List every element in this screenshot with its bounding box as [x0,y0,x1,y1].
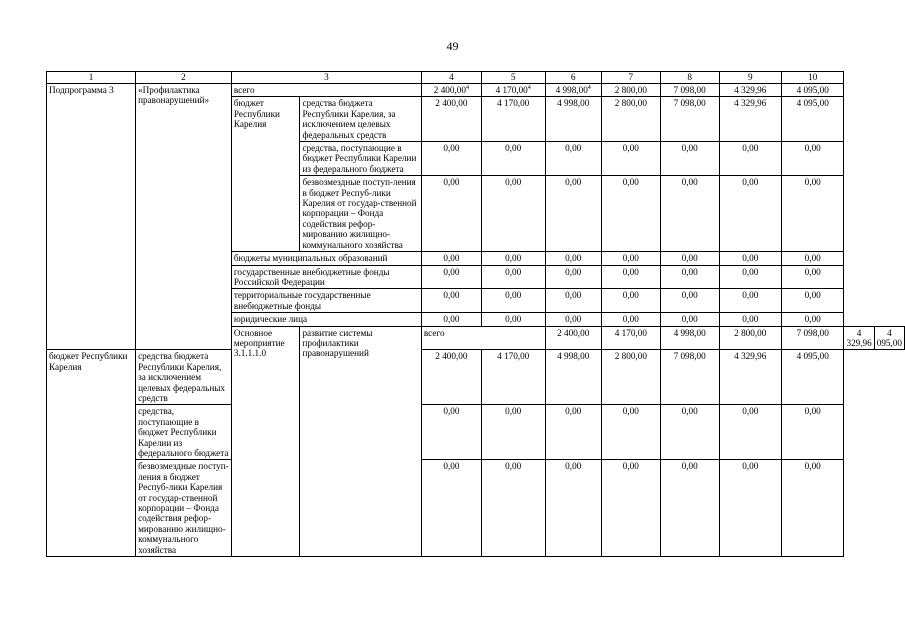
value-text: 7 098,00 [673,351,706,362]
value-text: 0,00 [443,314,460,325]
value-text: 4 170,00 [614,327,647,338]
value-cell [421,460,481,557]
value-cell [660,350,719,405]
value-cell [601,313,660,326]
footnote-mark: 4 [587,84,591,91]
value-cell [601,460,660,557]
budget-group-cell: бюджет Республики Карелия [231,97,300,252]
other-label-cell: государственные внебюджетные фонды Российской Федерации [231,265,421,289]
value-cell [660,142,719,176]
header-cell: 3 [231,72,421,84]
value-text: 2 400,00 [435,351,468,362]
value-text: 0,00 [681,406,698,417]
value-text: 2 800,00 [614,85,647,95]
value-cell [421,350,481,405]
value-text: 0,00 [742,143,759,154]
value-text: 2 400,00 [557,327,590,338]
program-name-cell: Основное мероприятие 3.1.1.1.0 [231,326,300,557]
value-cell [421,84,481,97]
value-cell [421,252,481,265]
value-cell [481,176,545,252]
value-cell [481,265,545,289]
value-text: 0,00 [622,177,639,188]
value-cell [421,313,481,326]
value-text: 0,00 [443,177,460,188]
value-cell [660,176,719,252]
value-text: 0,00 [505,461,522,472]
value-cell [781,97,844,142]
value-text: 2 800,00 [614,98,647,109]
value-cell [719,265,781,289]
value-text: 0,00 [622,290,639,301]
value-cell [719,326,781,350]
value-text: 4 329,96 [846,327,872,348]
value-cell [781,289,844,313]
value-text: 0,00 [622,314,639,325]
total-label-cell: всего [421,326,545,350]
value-cell [545,142,601,176]
value-text: 0,00 [443,253,460,264]
value-text: 0,00 [804,143,821,154]
value-cell [719,350,781,405]
value-cell [781,84,844,97]
value-cell [601,326,660,350]
value-text: 0,00 [565,314,582,325]
value-cell [660,326,719,350]
total-label-cell: всего [231,84,421,97]
footnote-mark: 4 [527,84,531,91]
value-cell [545,252,601,265]
value-text: 4 095,00 [796,85,829,95]
value-text: 4 329,96 [734,85,767,95]
value-text: 0,00 [804,266,821,277]
value-cell [660,405,719,460]
value-text: 4 095,00 [796,351,829,362]
budget-group-cell: бюджет Республики Карелия [47,350,136,557]
value-text: 0,00 [804,253,821,264]
value-cell [545,460,601,557]
value-text: 0,00 [443,406,460,417]
header-cell: 9 [719,72,781,84]
value-text: 0,00 [622,143,639,154]
value-text: 4 998,00 [555,85,588,95]
value-cell [545,289,601,313]
value-text: 4 170,00 [497,98,530,109]
value-text: 0,00 [681,290,698,301]
value-text: 0,00 [622,461,639,472]
value-cell [781,350,844,405]
source-label-cell: средства бюджета Республики Карелия, за исключением целевых федеральных средств [136,350,232,405]
value-text: 0,00 [681,143,698,154]
value-text: 0,00 [804,406,821,417]
value-cell [421,265,481,289]
value-cell [545,405,601,460]
header-row [47,72,905,84]
program-title-cell: развитие системы профилактики правонарушений [300,326,421,557]
value-text: 4 998,00 [673,327,706,338]
value-text: 0,00 [565,253,582,264]
value-text: 0,00 [565,290,582,301]
value-cell [660,313,719,326]
value-cell [601,350,660,405]
source-row [47,405,905,460]
value-cell [660,84,719,97]
header-cell: 10 [781,72,844,84]
value-cell [781,176,844,252]
value-cell [719,142,781,176]
value-cell [481,289,545,313]
value-text: 0,00 [804,290,821,301]
value-cell [719,252,781,265]
value-cell [660,265,719,289]
value-text: 4 095,00 [796,98,829,109]
value-text: 2 800,00 [614,351,647,362]
value-text: 4 095,00 [876,327,902,348]
value-cell [421,142,481,176]
value-cell [781,460,844,557]
header-cell: 6 [545,72,601,84]
value-cell [660,289,719,313]
value-cell [781,405,844,460]
value-text: 0,00 [742,290,759,301]
other-label-cell: бюджеты муниципальных образований [231,252,421,265]
value-cell [719,176,781,252]
header-cell: 8 [660,72,719,84]
source-label-cell: безвозмездные поступ-ления в бюджет Респуб-лики Карелия от государ-ственной корпорации – Фонда содействия рефор-мированию жилищно-коммунального хозяйства [136,460,232,557]
value-text: 0,00 [505,143,522,154]
value-cell [781,326,844,350]
value-text: 4 998,00 [557,351,590,362]
value-text: 2 400,00 [433,85,466,95]
source-label-cell: средства, поступающие в бюджет Республики Карелии из федерального бюджета [300,142,421,176]
value-cell [481,84,545,97]
value-text: 0,00 [681,266,698,277]
value-cell [481,350,545,405]
value-text: 0,00 [443,143,460,154]
value-text: 0,00 [681,177,698,188]
value-cell [601,289,660,313]
value-cell [601,142,660,176]
program-title-cell: «Профилактика правонарушений» [136,84,232,350]
value-cell [481,142,545,176]
value-text: 4 170,00 [495,85,528,95]
table-body [47,72,905,557]
value-text: 0,00 [443,290,460,301]
value-cell [719,405,781,460]
value-cell [719,289,781,313]
header-cell: 5 [481,72,545,84]
value-text: 0,00 [505,253,522,264]
value-text: 0,00 [565,406,582,417]
value-cell [601,84,660,97]
value-cell [781,142,844,176]
value-cell [545,97,601,142]
value-cell [421,176,481,252]
value-text: 0,00 [804,314,821,325]
header-cell: 2 [136,72,232,84]
value-cell [601,405,660,460]
value-cell [719,84,781,97]
value-text: 0,00 [622,266,639,277]
value-text: 0,00 [742,266,759,277]
value-cell [545,176,601,252]
value-cell [481,252,545,265]
value-text: 4 329,96 [734,351,767,362]
value-cell [601,252,660,265]
value-cell [545,313,601,326]
value-text: 0,00 [742,253,759,264]
value-cell [844,326,874,350]
value-cell [781,313,844,326]
source-label-cell: средства, поступающие в бюджет Республики Карелии из федерального бюджета [136,405,232,460]
header-cell: 7 [601,72,660,84]
value-cell [601,265,660,289]
value-text: 0,00 [505,266,522,277]
header-cell: 1 [47,72,136,84]
total-row [47,84,905,97]
program-name-cell: Подпрограмма 3 [47,84,136,350]
value-text: 0,00 [505,177,522,188]
source-row [47,460,905,557]
value-text: 0,00 [742,406,759,417]
value-cell [601,97,660,142]
value-text: 2 800,00 [734,327,767,338]
value-text: 0,00 [804,461,821,472]
value-cell [719,97,781,142]
value-text: 4 170,00 [497,351,530,362]
value-text: 0,00 [505,314,522,325]
value-text: 0,00 [565,177,582,188]
value-text: 0,00 [742,314,759,325]
value-cell [481,460,545,557]
value-text: 0,00 [505,290,522,301]
value-text: 7 098,00 [673,85,706,95]
value-cell [545,326,601,350]
value-text: 0,00 [742,177,759,188]
value-text: 0,00 [443,461,460,472]
value-cell [421,97,481,142]
source-label-cell: средства бюджета Республики Карелия, за исключением целевых федеральных средств [300,97,421,142]
value-text: 0,00 [505,406,522,417]
value-text: 2 400,00 [435,98,468,109]
value-cell [874,326,904,350]
value-cell [719,313,781,326]
funding-table [46,71,905,557]
value-cell [660,460,719,557]
value-cell [719,460,781,557]
other-label-cell: территориальные государственные внебюджетные фонды [231,289,421,313]
other-label-cell: юридические лица [231,313,421,326]
value-cell [481,405,545,460]
value-text: 4 329,96 [734,98,767,109]
value-cell [660,252,719,265]
value-text: 0,00 [804,177,821,188]
source-label-cell: безвозмездные поступ-ления в бюджет Респуб-лики Карелия от государ-ственной корпорации – Фонда содействия рефор-мированию жилищно-коммунального хозяйства [300,176,421,252]
value-text: 0,00 [681,461,698,472]
value-cell [545,265,601,289]
value-text: 0,00 [622,406,639,417]
value-text: 0,00 [681,314,698,325]
value-cell [601,176,660,252]
value-cell [660,97,719,142]
header-cell: 4 [421,72,481,84]
value-text: 0,00 [742,461,759,472]
value-text: 0,00 [565,461,582,472]
value-text: 0,00 [622,253,639,264]
value-text: 0,00 [443,266,460,277]
value-cell [481,313,545,326]
value-cell [545,350,601,405]
value-text: 7 098,00 [796,327,829,338]
value-cell [481,97,545,142]
value-text: 0,00 [681,253,698,264]
value-text: 4 998,00 [557,98,590,109]
value-text: 0,00 [565,266,582,277]
value-cell [781,252,844,265]
value-cell [421,405,481,460]
value-cell [781,265,844,289]
footnote-mark: 4 [465,84,469,91]
page-number: 49 [446,39,459,53]
value-text: 7 098,00 [673,98,706,109]
value-cell [545,84,601,97]
value-cell [421,289,481,313]
value-text: 0,00 [565,143,582,154]
source-row [47,350,905,405]
